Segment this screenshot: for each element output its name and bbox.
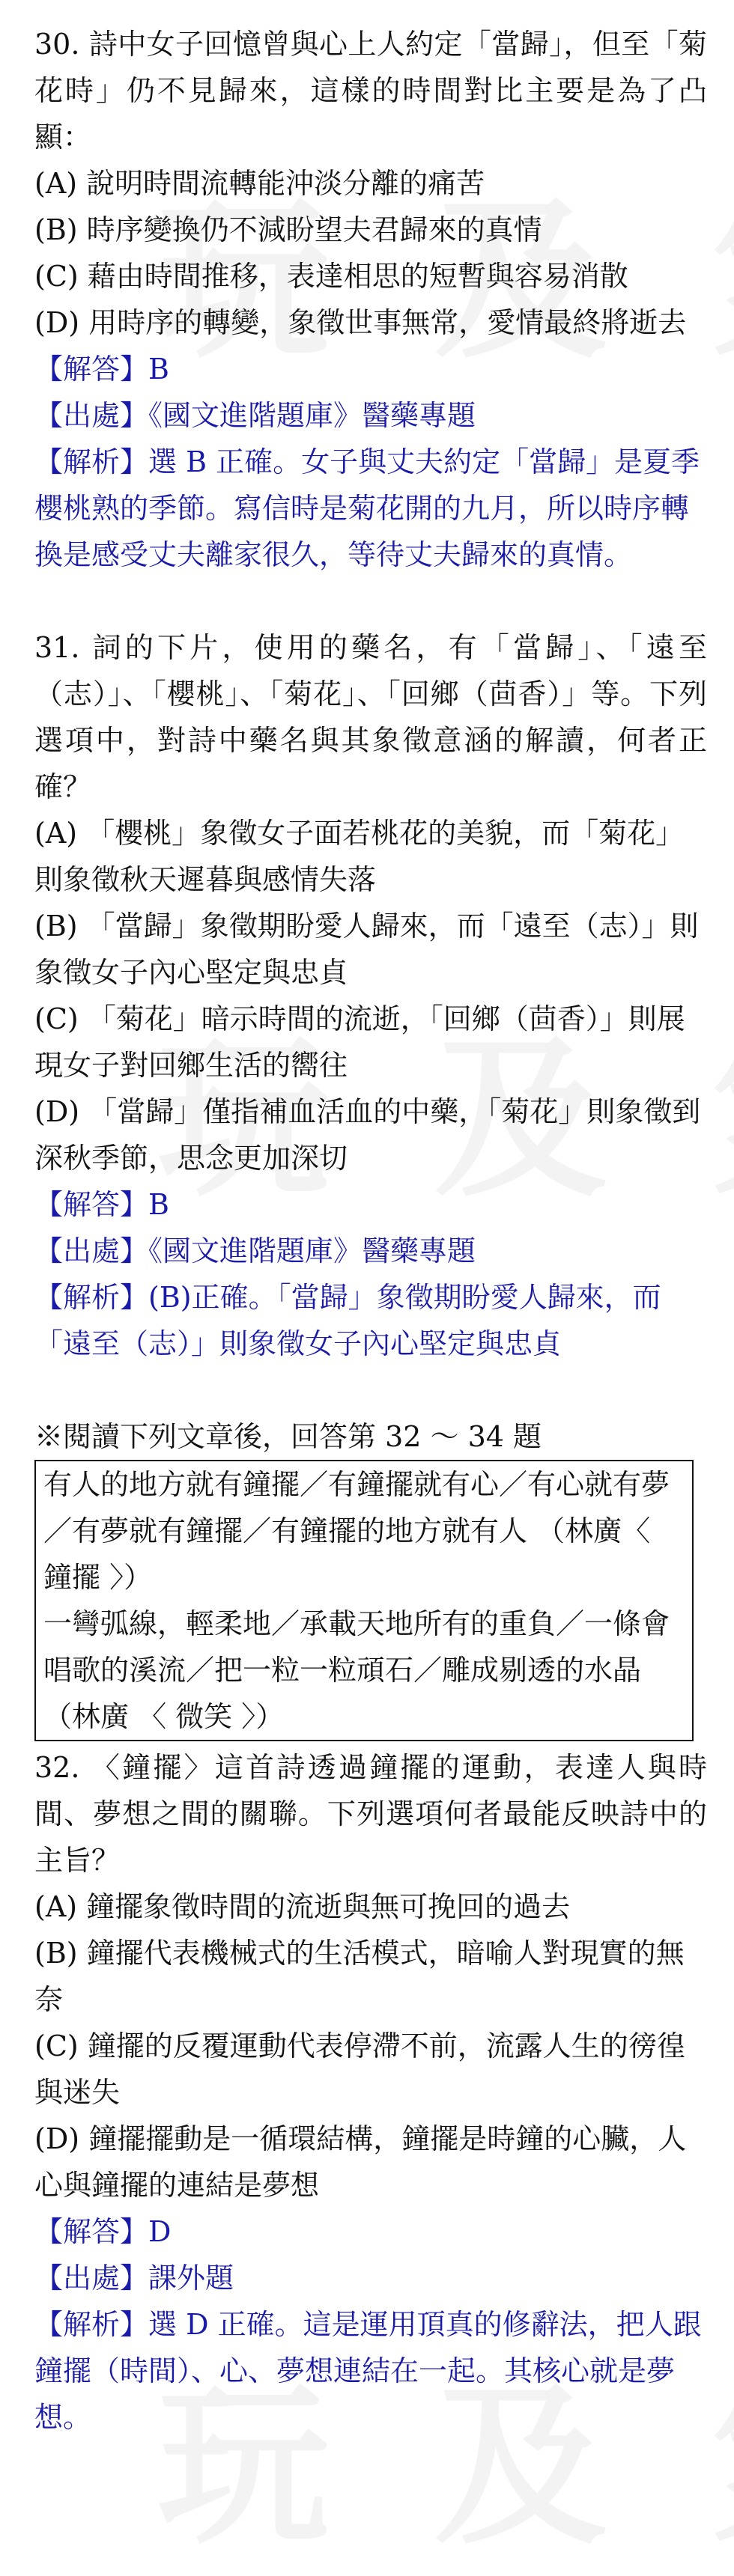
question-30-option-c: (C) 藉由時間推移，表達相思的短暫與容易消散 — [34, 260, 628, 293]
passage-poem-smile: 一彎弧線，輕柔地／承載天地所有的重負／一條會唱歌的溪流／把一粒一粒頑石／雕成剔透的水晶 （林廣 〈 微笑 〉） — [43, 1607, 670, 1733]
passage-poem-pendulum: 有人的地方就有鐘擺／有鐘擺就有心／有心就有夢／有夢就有鐘擺／有鐘擺的地方就有人 （林廣〈 鐘擺 〉） — [43, 1468, 670, 1594]
question-30-option-a: (A) 說明時間流轉能沖淡分離的痛苦 — [34, 167, 485, 200]
passage-box — [34, 1460, 694, 1741]
question-30-answer-block — [34, 346, 707, 578]
question-30-option-d: (D) 用時序的轉變，象徵世事無常，愛情最終將逝去 — [34, 306, 687, 339]
question-31-option-c: (C) 「菊花」暗示時間的流逝，「回鄉（茴香）」則展現女子對回鄉生活的嚮往 — [34, 1002, 685, 1082]
question-30-option-b: (B) 時序變換仍不減盼望夫君歸來的真情 — [34, 213, 542, 246]
question-30-source: 【出處】《國文進階題庫》醫藥專題 — [34, 399, 476, 432]
question-31-explanation: 【解析】(B)正確。「當歸」象徵期盼愛人歸來，而「遠至（志）」則象徵女子內心堅定與忠貞 — [34, 1281, 661, 1360]
question-31-option-d: (D) 「當歸」僅指補血活血的中藥，「菊花」則象徵到深秋季節，思念更加深切 — [34, 1095, 701, 1175]
question-32-source: 【出處】課外題 — [34, 2262, 234, 2295]
question-32-option-d: (D) 鐘擺擺動是一循環結構，鐘擺是時鐘的心臟，人心與鐘擺的連結是夢想 — [34, 2122, 687, 2202]
question-32-explanation: 【解析】選 D 正確。這是運用頂真的修辭法，把人跟鐘擺（時間）、心、夢想連結在一起。其核心就是夢想。 — [34, 2308, 702, 2434]
question-30 — [34, 21, 707, 346]
question-32-answer: 【解答】D — [34, 2215, 172, 2248]
question-31-answer-block — [34, 1181, 707, 1367]
question-30-stem: 30. 詩中女子回憶曾與心上人約定「當歸」，但至「菊花時」仍不見歸來，這樣的時間對比主要是為了凸顯： — [34, 28, 707, 153]
question-31-source: 【出處】《國文進階題庫》醫藥專題 — [34, 1234, 476, 1267]
spacer — [34, 578, 707, 624]
question-32-answer-block — [34, 2208, 707, 2440]
question-32-option-c: (C) 鐘擺的反覆運動代表停滯不前，流露人生的徬徨與迷失 — [34, 2030, 685, 2109]
question-31-answer: 【解答】B — [34, 1188, 169, 1221]
question-30-explanation: 【解析】選 B 正確。女子與丈夫約定「當歸」是夏季櫻桃熟的季節。寫信時是菊花開的九月，所以時序轉換是感受丈夫離家很久，等待丈夫歸來的真情。 — [34, 445, 700, 571]
question-31-option-a: (A) 「櫻桃」象徵女子面若桃花的美貌，而「菊花」則象徵秋天遲暮與感情失落 — [34, 817, 685, 896]
question-32-option-a: (A) 鐘擺象徵時間的流逝與無可挽回的過去 — [34, 1890, 571, 1923]
question-31-option-b: (B) 「當歸」象徵期盼愛人歸來，而「遠至（志）」則象徵女子內心堅定與忠貞 — [34, 910, 699, 989]
question-32 — [34, 1744, 707, 2208]
question-32-option-b: (B) 鐘擺代表機械式的生活模式，暗喻人對現實的無奈 — [34, 1937, 685, 2016]
question-31 — [34, 624, 707, 1181]
reading-notice: ※閱讀下列文章後，回答第 32 ～ 34 題 — [34, 1420, 542, 1453]
question-32-stem: 32. 〈鐘擺〉這首詩透過鐘擺的運動，表達人與時間、夢想之間的關聯。下列選項何者最能反映詩中的主旨？ — [34, 1751, 707, 1877]
question-31-stem: 31. 詞的下片，使用的藥名，有「當歸」、「遠至（志）」、「櫻桃」、「菊花」、「回鄉（茴香）」等。下列選項中，對詩中藥名與其象徵意涵的解讀，何者正確？ — [34, 631, 707, 803]
question-30-answer: 【解答】B — [34, 353, 169, 386]
spacer — [34, 1367, 707, 1413]
